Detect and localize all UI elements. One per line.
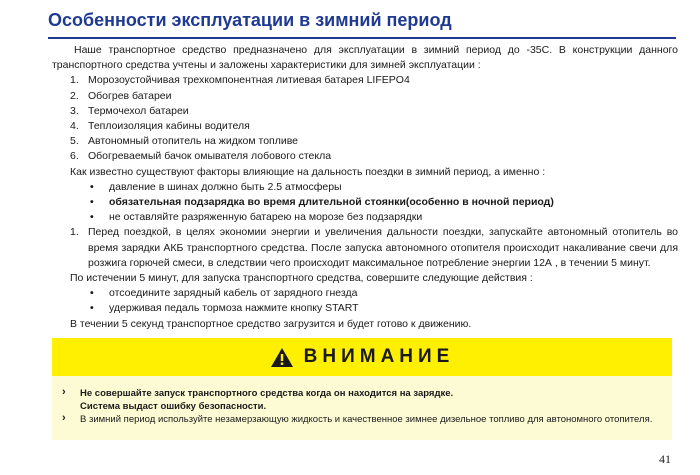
factor-item: • не оставляйте разряженную батарею на морозе без подзарядки: [90, 211, 423, 224]
factor-item: • обязательная подзарядка во время длительной стоянки(особенно в ночной период): [90, 196, 554, 209]
warning-list: [62, 387, 670, 426]
feature-item: 6. Обогреваемый бачок омывателя лобового стекла: [70, 150, 332, 163]
warning-title: ВНИМАНИЕ: [303, 346, 455, 367]
feature-item: 4. Теплоизоляция кабины водителя: [70, 120, 250, 133]
feature-item: 5. Автономный отопитель на жидком топливе: [70, 135, 299, 148]
action-item: • отсоедините зарядный кабель от зарядного гнезда: [90, 287, 358, 300]
factors-list: [52, 180, 678, 226]
section-heading: Особенности эксплуатации в зимний период: [48, 10, 452, 30]
warning-triangle-icon: [270, 347, 294, 368]
chevron-right-icon: ›: [62, 386, 66, 398]
warning-item: › В зимний период используйте незамерзающую жидкость и качественное зимнее дизельное топливо для автономного отопителя.: [62, 412, 653, 425]
body-text: [52, 43, 678, 332]
step-item: 1. Перед поездкой, в целях экономии энергии и увеличения дальности поездки, запускайте автономный отопитель во время зарядки АКБ транспортного средства. После запуска автономного отопителя происходит накаливание свечи для розжига горючей смеси, в следствии чего происходит максимальное потребление энергии 12А , в течении 5 минут.: [70, 226, 678, 269]
chevron-right-icon: ›: [62, 412, 66, 424]
factor-item: • давление в шинах должно быть 2.5 атмосферы: [90, 180, 342, 193]
ready-text: В течении 5 секунд транспортное средство загрузится и будет готово к движению.: [70, 317, 472, 330]
feature-item: 1. Морозоустойчивая трехкомпонентная литиевая батарея LIFEPO4: [70, 74, 410, 87]
after-five-minutes-text: По истечении 5 минут, для запуска транспортного средства, совершите следующие действия :: [70, 272, 533, 285]
actions-list: [52, 286, 678, 316]
action-item: • удерживая педаль тормоза нажмите кнопку START: [90, 302, 359, 315]
page-number: 41: [659, 452, 671, 466]
steps-list: [52, 225, 678, 271]
heading-underline: [48, 37, 676, 39]
factors-intro: Как известно существуют факторы влияющие на дальность поездки в зимний период, а именно :: [70, 165, 546, 178]
intro-paragraph: Наше транспортное средство предназначено для эксплуатации в зимний период до -35С. В конструкции данного транспортного средства учтены и заложены характеристики для зимней эксплуатации :: [52, 44, 678, 72]
feature-item: 2. Обогрев батареи: [70, 89, 172, 102]
warning-banner: [52, 338, 672, 376]
warning-item: › Не совершайте запуск транспортного средства когда он находится на зарядке. Система выдаст ошибку безопасности.: [62, 386, 454, 412]
feature-item: 3. Термочехол батареи: [70, 104, 189, 117]
features-list: [52, 73, 678, 164]
